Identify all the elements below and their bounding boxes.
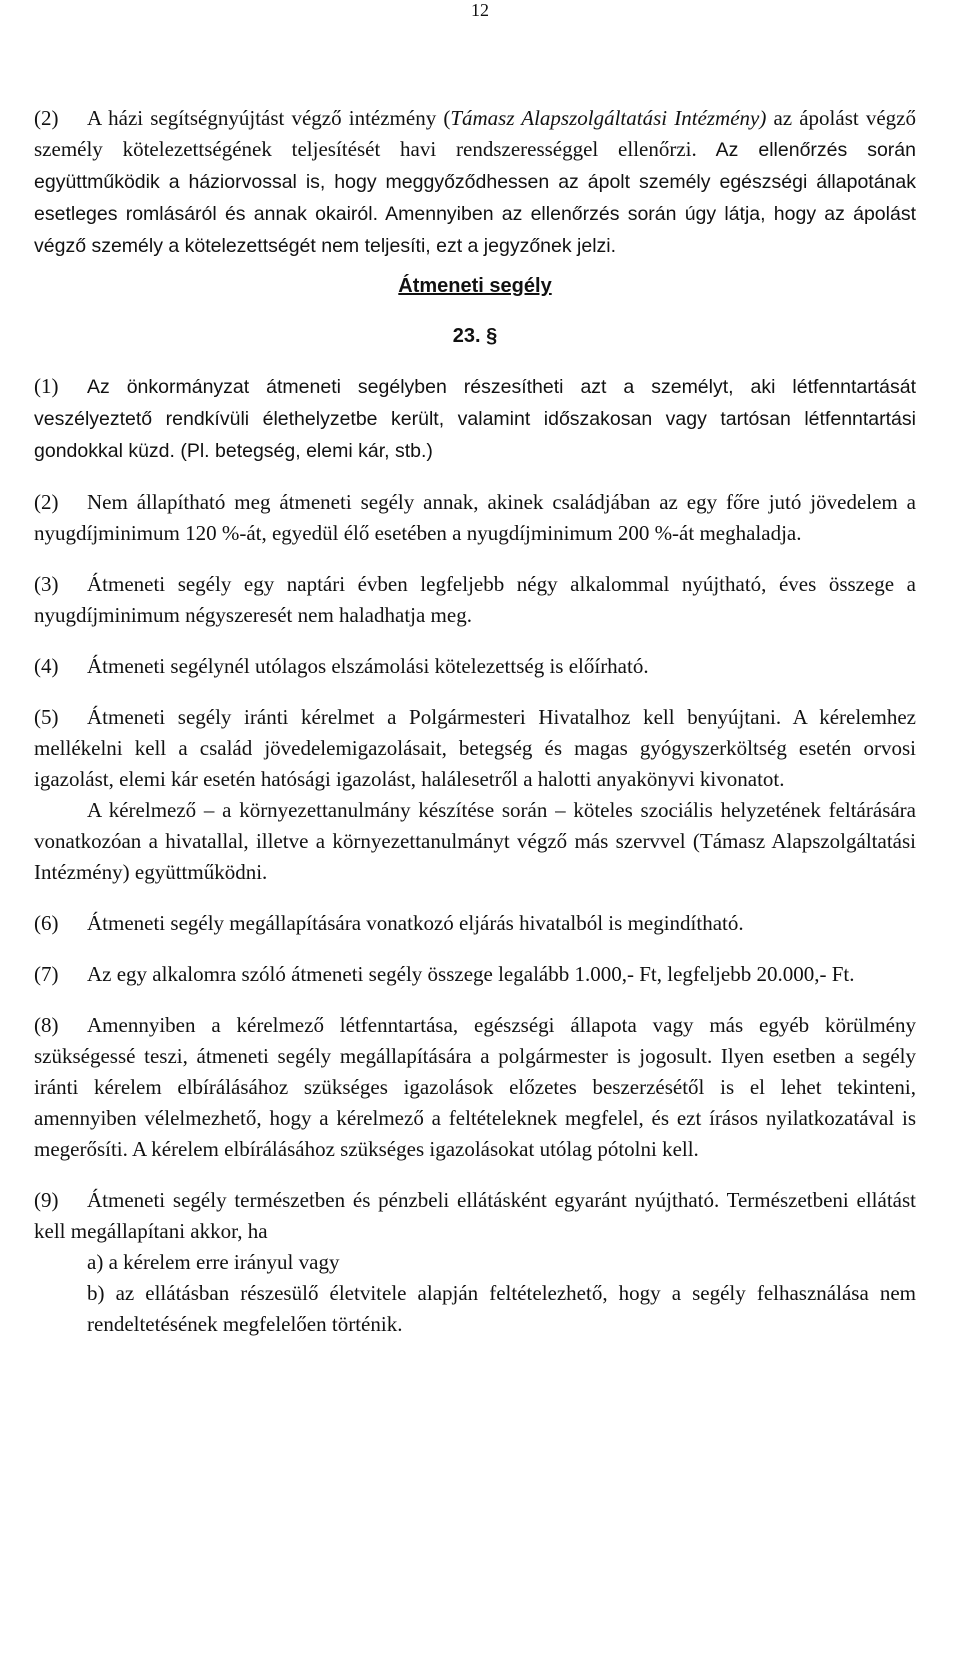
paragraph-text: A házi segítségnyújtást végző intézmény ( xyxy=(87,106,451,130)
paragraph-6 xyxy=(34,908,916,939)
section-heading: Átmeneti segély xyxy=(398,275,552,297)
paragraph-7 xyxy=(34,959,916,990)
paragraph-number: (1) xyxy=(34,374,59,398)
paragraph-number: (9) xyxy=(34,1188,59,1212)
institution-name: Támasz Alapszolgáltatási Intézmény) xyxy=(450,106,767,130)
paragraph-text: Átmeneti segély megállapítására vonatkozó eljárás hivatalból is megindítható. xyxy=(87,911,744,935)
paragraph-text: Az egy alkalomra szóló átmeneti segély összege legalább 1.000,- Ft, legfeljebb 20.000,- Ft. xyxy=(87,962,855,986)
paragraph-number: (2) xyxy=(34,490,59,514)
paragraph-text: Az önkormányzat átmeneti segélyben részesítheti azt a személyt, aki létfenntartását veszélyeztető rendkívüli élethelyzetbe került, valamint időszakosan vagy tartósan létfenntartási gondokkal küzd. (Pl. betegség, elemi kár, stb.) xyxy=(34,376,916,462)
paragraph-9 xyxy=(34,1185,916,1247)
page-number: 12 xyxy=(471,0,489,20)
paragraph-number: (5) xyxy=(34,705,59,729)
document-body xyxy=(34,103,916,1340)
paragraph-number: (7) xyxy=(34,962,59,986)
list-item: a) a kérelem erre irányul vagy xyxy=(87,1250,340,1274)
paragraph-2-prev xyxy=(34,103,916,262)
section-label: 23. § xyxy=(452,325,498,347)
paragraph-text: Nem állapítható meg átmeneti segély annak, akinek családjában az egy főre jutó jövedelem a nyugdíjminimum 120 %-át, egyedül élő esetében a nyugdíjminimum 200 %-át meghaladja. xyxy=(34,490,916,545)
paragraph-text: Átmeneti segélynél utólagos elszámolási kötelezettség is előírható. xyxy=(87,654,649,678)
paragraph-text: Az ellenőrzés során együttműködik a háziorvossal is, hogy meggyőződhessen az ápolt személy egészségi állapotának esetleges romlásáról és annak okairól. Amennyiben az ellenőrzés során úgy látja, hogy az ápolást végző személy a kötelezettségét nem teljesíti, ezt a jegyzőnek jelzi. xyxy=(34,139,916,257)
paragraph-text: Átmeneti segély egy naptári évben legfeljebb négy alkalommal nyújtható, éves összege a nyugdíjminimum négyszeresét nem haladhatja meg. xyxy=(34,572,916,627)
paragraph-8 xyxy=(34,1010,916,1165)
list-item: b) az ellátásban részesülő életvitele alapján feltételezhető, hogy a segély felhasználása nem rendeltetésének megfelelően történik. xyxy=(87,1281,916,1336)
paragraph-number: (4) xyxy=(34,654,59,678)
paragraph-text: A kérelmező – a környezettanulmány készítése során – köteles szociális helyzetének feltárására vonatkozóan a hivatallal, illetve a környezettanulmányt végző más szervvel (Támasz Alapszolgáltatási Intézmény) együttműködni. xyxy=(34,798,916,884)
paragraph-5 xyxy=(34,702,916,795)
paragraph-text: Amennyiben a kérelmező létfenntartása, egészségi állapota vagy más egyéb körülmény szükségessé teszi, átmeneti segély megállapítására a polgármester is jogosult. Ilyen esetben a segély iránti kérelem elbírálásához szükséges igazolások előzetes beszerzésétől is el lehet tekinteni, amennyiben vélelmezhető, hogy a kérelmező a feltételeknek megfelel, és ezt írásos nyilatkozatával is megerősíti. A kérelem elbírálásához szükséges igazolásokat utólag pótolni kell. xyxy=(34,1013,916,1161)
paragraph-number: (2) xyxy=(34,106,59,130)
paragraph-text: Átmeneti segély iránti kérelmet a Polgármesteri Hivatalhoz kell benyújtani. A kérelemhez mellékelni kell a család jövedelemigazolásait, betegség és magas gyógyszerköltség esetén orvosi igazolást, elemi kár esetén hatósági igazolást, halálesetről a halotti anyakönyvi kivonatot. xyxy=(34,705,916,791)
paragraph-number: (8) xyxy=(34,1013,59,1037)
paragraph-number: (6) xyxy=(34,911,59,935)
paragraph-5-continuation xyxy=(34,795,916,888)
paragraph-text: Átmeneti segély természetben és pénzbeli ellátásként egyaránt nyújtható. Természetbeni ellátást kell megállapítani akkor, ha xyxy=(34,1188,916,1243)
paragraph-2 xyxy=(34,487,916,549)
paragraph-text: az ápolást végző személy kötelezettségének teljesítését havi rendszerességgel ellenőrzi. xyxy=(34,106,916,161)
paragraph-number: (3) xyxy=(34,572,59,596)
paragraph-1 xyxy=(34,371,916,467)
paragraph-3 xyxy=(34,569,916,631)
paragraph-4 xyxy=(34,651,916,682)
